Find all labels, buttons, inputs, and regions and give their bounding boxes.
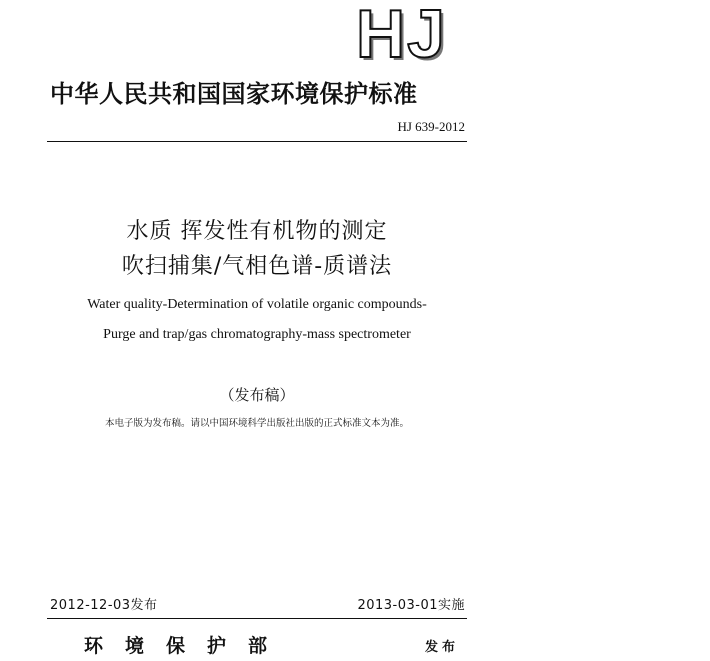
top-divider: [47, 141, 467, 142]
edition-note: 本电子版为发布稿。请以中国环境科学出版社出版的正式标准文本为准。: [104, 418, 409, 429]
draft-label: （发布稿）: [219, 386, 295, 404]
issuer-suffix: 发布: [425, 640, 460, 655]
issue-date: 2012-12-03发布: [50, 598, 158, 613]
issuer-name: 环境保护部: [84, 635, 290, 657]
standard-number: HJ 639-2012: [397, 119, 465, 134]
hj-logo: HJ: [356, 0, 447, 72]
title-cn-line-2: 吹扫捕集/气相色谱-质谱法: [121, 254, 393, 279]
implementation-date: 2013-03-01实施: [357, 598, 465, 613]
agency-title: 中华人民共和国国家环境保护标准: [50, 80, 418, 108]
title-en-line-2: Purge and trap/gas chromatography-mass spectrometer: [103, 327, 411, 342]
title-en-line-1: Water quality-Determination of volatile organic compounds-: [87, 297, 427, 312]
bottom-divider: [47, 618, 467, 619]
title-cn-line-1: 水质 挥发性有机物的测定: [126, 219, 388, 244]
